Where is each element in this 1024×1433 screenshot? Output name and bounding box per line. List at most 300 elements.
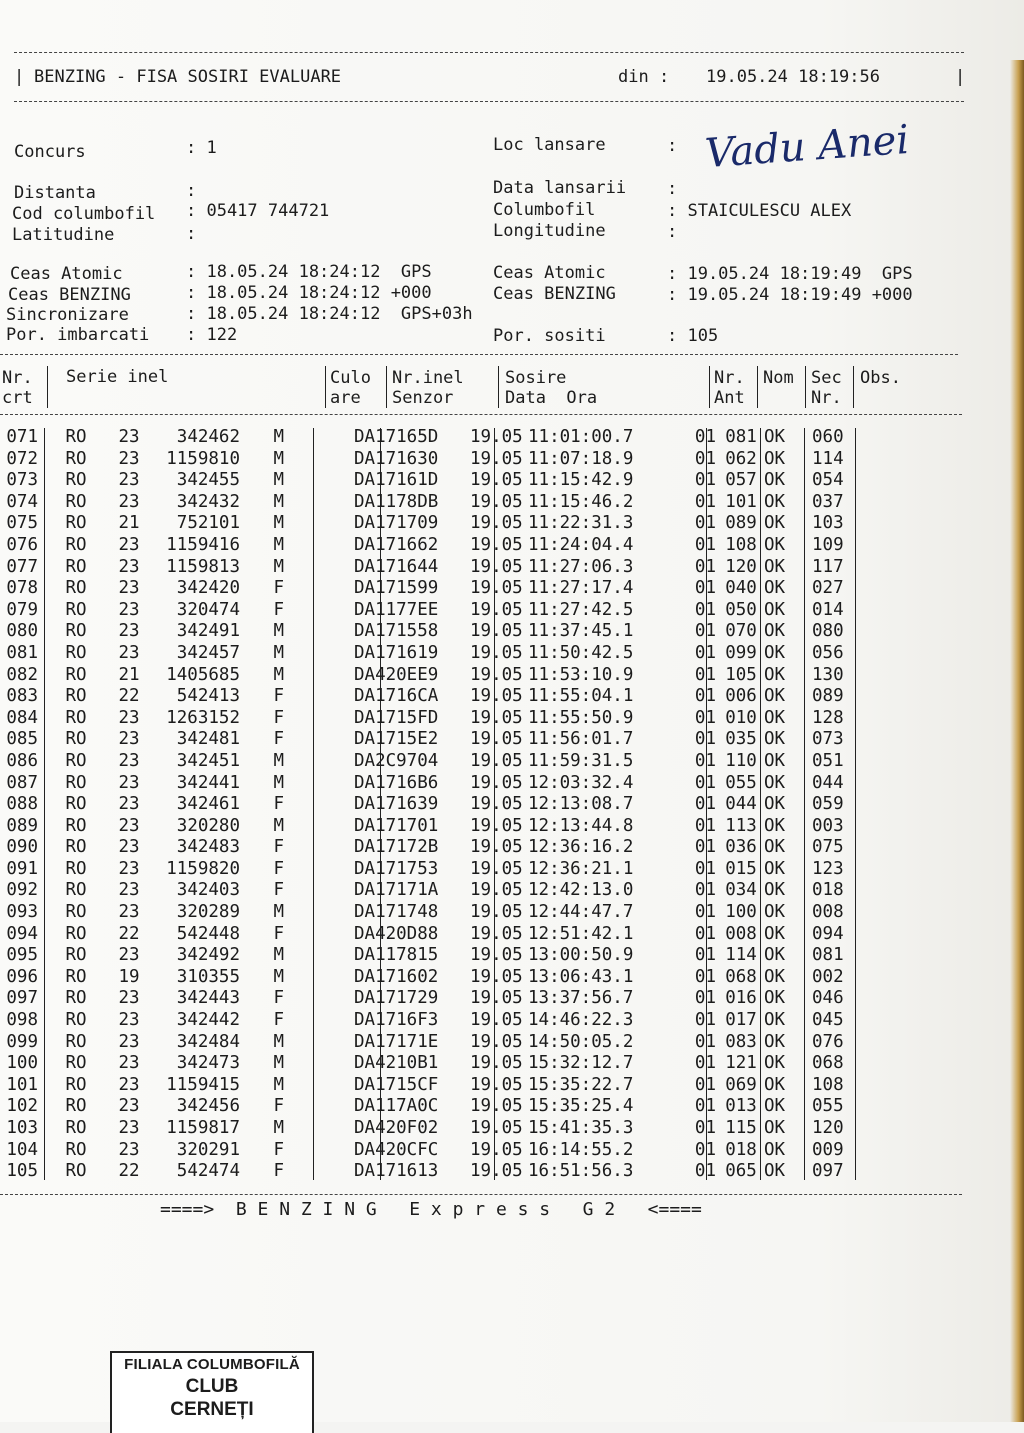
col-ant-header-2: Ant — [714, 388, 745, 408]
row-antenna: 01 — [694, 578, 716, 599]
row-date: 19.05 — [470, 1031, 523, 1052]
row-year: 23 — [118, 707, 140, 728]
row-date: 19.05 — [470, 470, 523, 491]
row-nr: 085 — [6, 729, 38, 750]
row-obs: 080 — [812, 621, 844, 642]
row-sensor: DA171701 — [354, 815, 439, 836]
row-antenna: 01 — [694, 988, 716, 1009]
loc-lansare-colon: : — [667, 136, 678, 156]
row-nr: 091 — [6, 858, 38, 879]
row-obs: 097 — [812, 1161, 844, 1182]
printed-date-label: din : — [618, 67, 670, 87]
row-sec: OK — [764, 1031, 786, 1052]
row-nom: 100 — [725, 902, 757, 923]
row-nom: 121 — [725, 1053, 757, 1074]
row-antenna: 01 — [694, 729, 716, 750]
row-ring: 1159820 — [166, 858, 240, 879]
row-color — [290, 859, 350, 881]
row-year: 23 — [118, 599, 140, 620]
row-sec: OK — [764, 729, 786, 750]
table-row — [0, 427, 872, 449]
row-color — [290, 535, 350, 557]
row-color — [290, 513, 350, 535]
row-date: 19.05 — [470, 1053, 523, 1074]
row-obs: 009 — [812, 1139, 844, 1160]
row-country: RO — [65, 470, 87, 491]
row-date: 19.05 — [470, 686, 523, 707]
row-sensor: DA420D88 — [354, 923, 439, 944]
row-antenna: 01 — [694, 621, 716, 642]
row-nr: 090 — [6, 837, 38, 858]
row-sex: M — [273, 1031, 284, 1052]
row-nr: 078 — [6, 578, 38, 599]
table-row — [0, 859, 872, 881]
row-date: 19.05 — [470, 621, 523, 642]
row-nr: 083 — [6, 686, 38, 707]
row-obs: 094 — [812, 923, 844, 944]
row-color — [290, 1096, 350, 1118]
row-obs: 051 — [812, 750, 844, 771]
row-year: 23 — [118, 642, 140, 663]
row-sec: OK — [764, 988, 786, 1009]
row-sex: F — [273, 686, 284, 707]
table-row — [0, 643, 872, 665]
row-year: 21 — [118, 513, 140, 534]
row-color — [290, 643, 350, 665]
row-ring: 342420 — [176, 578, 240, 599]
table-row — [0, 816, 872, 838]
row-nom: 008 — [725, 923, 757, 944]
table-row — [0, 945, 872, 967]
row-nr: 098 — [6, 1010, 38, 1031]
row-antenna: 01 — [694, 513, 716, 534]
club-stamp — [110, 1351, 314, 1433]
row-ring: 342481 — [176, 729, 240, 750]
row-country: RO — [65, 1074, 87, 1095]
row-nr: 092 — [6, 880, 38, 901]
stamp-line-1: FILIALA COLUMBOFILĂ — [124, 1356, 300, 1373]
row-obs: 073 — [812, 729, 844, 750]
row-country: RO — [65, 794, 87, 815]
row-ring: 342457 — [176, 642, 240, 663]
row-ring: 342443 — [176, 988, 240, 1009]
cod-columbofil-value: : 05417 744721 — [186, 201, 330, 221]
row-country: RO — [65, 1161, 87, 1182]
row-country: RO — [65, 1096, 87, 1117]
row-nr: 089 — [6, 815, 38, 836]
row-year: 23 — [118, 750, 140, 771]
row-antenna: 01 — [694, 794, 716, 815]
row-nom: 113 — [725, 815, 757, 836]
columbofil-value: : STAICULESCU ALEX — [667, 201, 852, 221]
row-time: 12:13:08.7 — [528, 794, 634, 815]
row-date: 19.05 — [470, 880, 523, 901]
row-nom: 101 — [725, 491, 757, 512]
row-nr: 096 — [6, 966, 38, 987]
row-nom: 081 — [725, 427, 757, 447]
row-sensor: DA171644 — [354, 556, 439, 577]
row-time: 15:35:22.7 — [528, 1074, 634, 1095]
row-time: 11:15:46.2 — [528, 491, 634, 512]
row-nr: 072 — [6, 448, 38, 469]
latitudine-label: Latitudine — [12, 225, 115, 245]
row-nr: 100 — [6, 1053, 38, 1074]
row-date: 19.05 — [470, 578, 523, 599]
row-color — [290, 773, 350, 795]
row-year: 23 — [118, 837, 140, 858]
row-time: 11:22:31.3 — [528, 513, 634, 534]
row-nr: 084 — [6, 707, 38, 728]
row-obs: 002 — [812, 966, 844, 987]
row-sex: F — [273, 794, 284, 815]
row-date: 19.05 — [470, 427, 523, 447]
row-color — [290, 449, 350, 471]
distanta-label: Distanta — [14, 183, 96, 203]
row-country: RO — [65, 750, 87, 771]
row-nr: 093 — [6, 902, 38, 923]
row-year: 23 — [118, 772, 140, 793]
row-year: 23 — [118, 491, 140, 512]
row-antenna: 01 — [694, 686, 716, 707]
row-color — [290, 988, 350, 1010]
row-sec: OK — [764, 448, 786, 469]
table-row — [0, 773, 872, 795]
row-date: 19.05 — [470, 902, 523, 923]
row-sec: OK — [764, 945, 786, 966]
row-sec: OK — [764, 534, 786, 555]
col-nom-header: Nom — [763, 368, 794, 388]
sincronizare-value: : 18.05.24 18:24:12 GPS+03h — [186, 304, 473, 324]
row-country: RO — [65, 513, 87, 534]
row-year: 23 — [118, 1118, 140, 1138]
row-obs: 120 — [812, 1118, 844, 1138]
row-sex: M — [273, 902, 284, 923]
row-color — [290, 1140, 350, 1162]
row-year: 23 — [118, 729, 140, 750]
row-ring: 752101 — [176, 513, 240, 534]
row-time: 11:55:50.9 — [528, 707, 634, 728]
loc-lansare-handwritten: Vadu Anei — [703, 116, 911, 178]
row-nr: 079 — [6, 599, 38, 620]
row-sex: F — [273, 729, 284, 750]
row-sec: OK — [764, 642, 786, 663]
row-time: 16:14:55.2 — [528, 1139, 634, 1160]
table-row — [0, 1075, 872, 1097]
table-row — [0, 513, 872, 535]
row-country: RO — [65, 923, 87, 944]
row-time: 12:44:47.7 — [528, 902, 634, 923]
row-time: 11:24:04.4 — [528, 534, 634, 555]
header-sep-sec — [805, 366, 806, 408]
row-sensor: DA171558 — [354, 621, 439, 642]
row-color — [290, 751, 350, 773]
row-country: RO — [65, 1118, 87, 1138]
row-nom: 099 — [725, 642, 757, 663]
ceas-atomic-left-value: : 18.05.24 18:24:12 GPS — [186, 262, 432, 282]
row-sensor: DA17171E — [354, 1031, 439, 1052]
row-antenna: 01 — [694, 642, 716, 663]
row-year: 23 — [118, 1139, 140, 1160]
row-date: 19.05 — [470, 448, 523, 469]
row-nr: 105 — [6, 1161, 38, 1182]
row-year: 23 — [118, 858, 140, 879]
columbofil-label: Columbofil — [493, 200, 596, 220]
row-date: 19.05 — [470, 966, 523, 987]
printed-date-value: 19.05.24 18:19:56 — [706, 67, 880, 87]
row-color — [290, 837, 350, 859]
row-date: 19.05 — [470, 642, 523, 663]
row-obs: 089 — [812, 686, 844, 707]
row-year: 22 — [118, 1161, 140, 1182]
row-time: 11:15:42.9 — [528, 470, 634, 491]
row-year: 23 — [118, 448, 140, 469]
row-nom: 055 — [725, 772, 757, 793]
row-nom: 040 — [725, 578, 757, 599]
row-sec: OK — [764, 427, 786, 447]
col-sosire-header-1: Sosire — [505, 368, 567, 388]
row-sec: OK — [764, 621, 786, 642]
row-date: 19.05 — [470, 1096, 523, 1117]
row-sec: OK — [764, 902, 786, 923]
arrivals-table-body — [0, 427, 872, 1183]
row-nr: 082 — [6, 664, 38, 685]
row-ring: 320291 — [176, 1139, 240, 1160]
row-nom: 089 — [725, 513, 757, 534]
row-sec: OK — [764, 837, 786, 858]
row-obs: 018 — [812, 880, 844, 901]
col-nrinel-header-1: Nr.inel — [392, 368, 464, 388]
row-ring: 320289 — [176, 902, 240, 923]
row-nom: 120 — [725, 556, 757, 577]
row-sex: M — [273, 534, 284, 555]
row-sex: F — [273, 837, 284, 858]
row-sec: OK — [764, 923, 786, 944]
row-country: RO — [65, 599, 87, 620]
row-country: RO — [65, 945, 87, 966]
row-sex: M — [273, 491, 284, 512]
row-country: RO — [65, 966, 87, 987]
row-ring: 342442 — [176, 1010, 240, 1031]
row-color — [290, 427, 350, 449]
row-ring: 342441 — [176, 772, 240, 793]
row-sensor: DA171602 — [354, 966, 439, 987]
row-sec: OK — [764, 599, 786, 620]
row-date: 19.05 — [470, 794, 523, 815]
row-sensor: DA171630 — [354, 448, 439, 469]
row-nr: 101 — [6, 1074, 38, 1095]
row-ring: 1405685 — [166, 664, 240, 685]
row-nr: 081 — [6, 642, 38, 663]
row-country: RO — [65, 815, 87, 836]
row-year: 23 — [118, 1096, 140, 1117]
ceas-atomic-right-value: : 19.05.24 18:19:49 GPS — [667, 264, 913, 284]
row-year: 23 — [118, 988, 140, 1009]
row-color — [290, 945, 350, 967]
row-ring: 310355 — [176, 966, 240, 987]
row-sex: M — [273, 966, 284, 987]
row-antenna: 01 — [694, 1139, 716, 1160]
row-obs: 008 — [812, 902, 844, 923]
row-antenna: 01 — [694, 1031, 716, 1052]
ceas-benzing-right-label: Ceas BENZING — [493, 284, 616, 304]
row-sex: M — [273, 513, 284, 534]
sincronizare-label: Sincronizare — [6, 305, 129, 325]
table-row — [0, 449, 872, 471]
row-time: 12:42:13.0 — [528, 880, 634, 901]
col-ant-header-1: Nr. — [714, 368, 745, 388]
row-year: 23 — [118, 815, 140, 836]
row-nom: 016 — [725, 988, 757, 1009]
row-sex: F — [273, 599, 284, 620]
row-sensor: DA17165D — [354, 427, 439, 447]
footer-banner: ====> B E N Z I N G E x p r e s s G 2 <==== — [160, 1199, 702, 1220]
row-color — [290, 1075, 350, 1097]
row-country: RO — [65, 1010, 87, 1031]
row-country: RO — [65, 1031, 87, 1052]
row-sec: OK — [764, 880, 786, 901]
row-obs: 108 — [812, 1074, 844, 1095]
row-ring: 320474 — [176, 599, 240, 620]
concurs-value: : 1 — [186, 138, 217, 158]
row-country: RO — [65, 837, 87, 858]
bottom-dashed-rule — [0, 1194, 962, 1195]
row-time: 11:07:18.9 — [528, 448, 634, 469]
row-obs: 046 — [812, 988, 844, 1009]
row-year: 23 — [118, 902, 140, 923]
row-country: RO — [65, 707, 87, 728]
row-antenna: 01 — [694, 491, 716, 512]
table-row — [0, 1010, 872, 1032]
row-ring: 342455 — [176, 470, 240, 491]
row-nom: 036 — [725, 837, 757, 858]
row-antenna: 01 — [694, 902, 716, 923]
row-date: 19.05 — [470, 988, 523, 1009]
row-antenna: 01 — [694, 750, 716, 771]
row-obs: 054 — [812, 470, 844, 491]
top-dashed-rule — [14, 52, 964, 53]
row-sex: F — [273, 1096, 284, 1117]
row-ring: 320280 — [176, 815, 240, 836]
row-sensor: DA420F02 — [354, 1118, 439, 1138]
row-time: 15:32:12.7 — [528, 1053, 634, 1074]
row-color — [290, 880, 350, 902]
row-antenna: 01 — [694, 1161, 716, 1182]
row-time: 11:53:10.9 — [528, 664, 634, 685]
row-country: RO — [65, 988, 87, 1009]
row-sec: OK — [764, 858, 786, 879]
row-nom: 114 — [725, 945, 757, 966]
longitudine-label: Longitudine — [493, 221, 606, 241]
row-obs: 075 — [812, 837, 844, 858]
row-time: 11:27:17.4 — [528, 578, 634, 599]
por-imbarcati-label: Por. imbarcati — [6, 325, 150, 345]
row-sec: OK — [764, 1074, 786, 1095]
row-country: RO — [65, 491, 87, 512]
table-row — [0, 686, 872, 708]
table-row — [0, 751, 872, 773]
row-nr: 076 — [6, 534, 38, 555]
row-sensor: DA1715E2 — [354, 729, 439, 750]
row-sex: M — [273, 427, 284, 447]
row-obs: 003 — [812, 815, 844, 836]
row-sensor: DA17171A — [354, 880, 439, 901]
row-sex: F — [273, 578, 284, 599]
row-nom: 044 — [725, 794, 757, 815]
row-color — [290, 470, 350, 492]
row-antenna: 01 — [694, 707, 716, 728]
row-country: RO — [65, 1053, 87, 1074]
row-obs: 027 — [812, 578, 844, 599]
row-time: 11:37:45.1 — [528, 621, 634, 642]
row-sec: OK — [764, 815, 786, 836]
row-year: 23 — [118, 556, 140, 577]
loc-lansare-label: Loc lansare — [493, 135, 606, 155]
row-time: 11:55:04.1 — [528, 686, 634, 707]
row-color — [290, 708, 350, 730]
row-sex: F — [273, 923, 284, 944]
row-sensor: DA420EE9 — [354, 664, 439, 685]
header-left-bar: | — [14, 67, 25, 87]
row-color — [290, 492, 350, 514]
row-time: 12:36:16.2 — [528, 837, 634, 858]
row-year: 22 — [118, 923, 140, 944]
row-antenna: 01 — [694, 1096, 716, 1117]
ceas-benzing-right-value: : 19.05.24 18:19:49 +000 — [667, 285, 913, 305]
row-date: 19.05 — [470, 1074, 523, 1095]
row-date: 19.05 — [470, 1139, 523, 1160]
row-antenna: 01 — [694, 664, 716, 685]
table-row — [0, 708, 872, 730]
row-country: RO — [65, 880, 87, 901]
row-sensor: DA171753 — [354, 858, 439, 879]
row-sensor: DA171662 — [354, 534, 439, 555]
col-nrinel-header-2: Senzor — [392, 388, 454, 408]
row-date: 19.05 — [470, 772, 523, 793]
row-year: 23 — [118, 1031, 140, 1052]
row-year: 23 — [118, 427, 140, 447]
row-date: 19.05 — [470, 707, 523, 728]
por-sositi-value: : 105 — [667, 326, 719, 346]
table-row — [0, 600, 872, 622]
row-color — [290, 729, 350, 751]
col-obs-header: Obs. — [860, 368, 901, 388]
row-color — [290, 1118, 350, 1140]
row-ring: 342456 — [176, 1096, 240, 1117]
row-sex: M — [273, 1118, 284, 1138]
col-serie-header: Serie inel — [66, 367, 169, 387]
row-color — [290, 1053, 350, 1075]
row-sensor: DA1716B6 — [354, 772, 439, 793]
stamp-line-2: CLUB — [185, 1376, 239, 1397]
row-time: 13:06:43.1 — [528, 966, 634, 987]
row-antenna: 01 — [694, 556, 716, 577]
row-antenna: 01 — [694, 1010, 716, 1031]
longitudine-value: : — [667, 222, 678, 242]
stamp-line-3: CERNEȚI — [170, 1399, 254, 1420]
row-nom: 108 — [725, 534, 757, 555]
row-sec: OK — [764, 1161, 786, 1182]
row-ring: 1159416 — [166, 534, 240, 555]
row-obs: 056 — [812, 642, 844, 663]
row-sec: OK — [764, 1139, 786, 1160]
table-row — [0, 470, 872, 492]
por-sositi-label: Por. sositi — [493, 326, 606, 346]
row-nom: 062 — [725, 448, 757, 469]
latitudine-value: : — [186, 224, 197, 244]
row-sec: OK — [764, 578, 786, 599]
header-sep-sosire — [498, 366, 499, 408]
row-year: 23 — [118, 1010, 140, 1031]
